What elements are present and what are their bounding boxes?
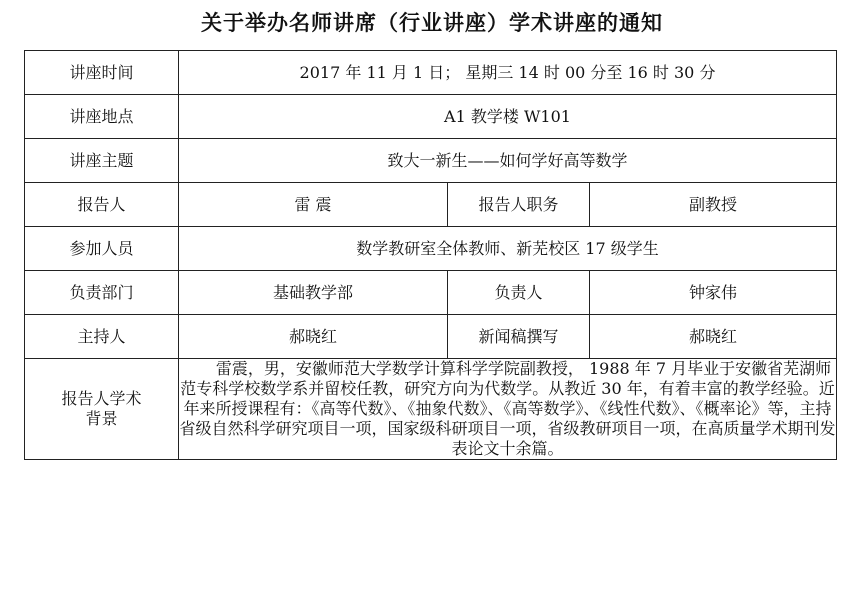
topic-value: 致大一新生——如何学好高等数学: [179, 139, 837, 183]
lecture-info-table: [24, 50, 837, 460]
writer-label: 新闻稿撰写: [448, 315, 590, 359]
host-value: 郝晓红: [179, 315, 448, 359]
table-row-speaker: [25, 183, 837, 227]
table-row-department: [25, 271, 837, 315]
bio-label-line1: 报告人学术: [61, 389, 142, 408]
table-row-bio: [25, 359, 837, 460]
notice-title: 关于举办名师讲席（行业讲座）学术讲座的通知: [201, 10, 663, 35]
table-row-time: [25, 51, 837, 95]
bio-text: 雷震，男，安徽师范大学数学计算科学学院副教授， 1988 年 7 月毕业于安徽省芜湖师范专科学校数学系并留校任教，研究方向为代数学。从教近 30 年，有着丰富的教学经验。近年来所授课程有：《高等代数》、《抽象代数》、《高等数学》、《线性代数》、《概率论》等，主持省级自然科学研究项目一项，国家级科研项目一项，省级教研项目一项，在高质量学术期刊发表论文十余篇。: [179, 359, 836, 458]
time-value: 2017 年 11 月 1 日； 星期三 14 时 00 分至 16 时 30 分: [179, 51, 837, 95]
speaker-label: 报告人: [25, 183, 179, 227]
attendees-label: 参加人员: [25, 227, 179, 271]
owner-value: 钟家伟: [590, 271, 837, 315]
department-value: 基础教学部: [179, 271, 448, 315]
venue-label: 讲座地点: [25, 95, 179, 139]
table-row-host: [25, 315, 837, 359]
host-label: 主持人: [25, 315, 179, 359]
table-row-topic: [25, 139, 837, 183]
owner-label: 负责人: [448, 271, 590, 315]
table-row-attendees: [25, 227, 837, 271]
attendees-value: 数学教研室全体教师、新芜校区 17 级学生: [179, 227, 837, 271]
bio-label-line2: 背景: [85, 409, 118, 428]
bio-label: [25, 359, 179, 460]
time-label: 讲座时间: [25, 51, 179, 95]
venue-value: A1 教学楼 W101: [179, 95, 837, 139]
department-label: 负责部门: [25, 271, 179, 315]
speaker-title-value: 副教授: [590, 183, 837, 227]
speaker-value: 雷 震: [179, 183, 448, 227]
writer-value: 郝晓红: [590, 315, 837, 359]
topic-label: 讲座主题: [25, 139, 179, 183]
table-row-venue: [25, 95, 837, 139]
speaker-title-label: 报告人职务: [448, 183, 590, 227]
